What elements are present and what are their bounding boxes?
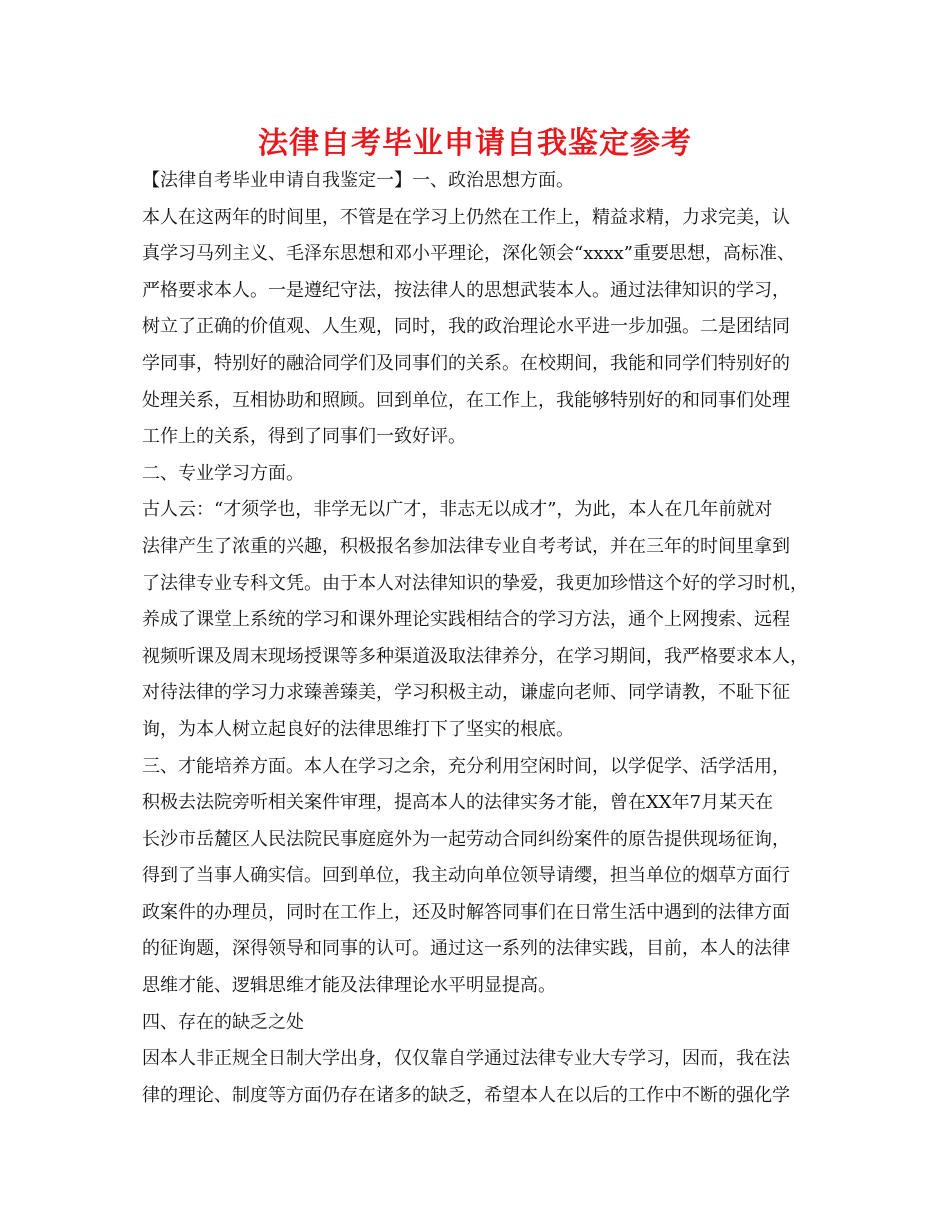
text-line: 古人云：“才须学也，非学无以广才，非志无以成才”，为此，本人在几年前就对 xyxy=(142,499,773,521)
text-line: 工作上的关系，得到了同事们一致好评。 xyxy=(142,426,466,448)
text-line: 视频听课及周末现场授课等多种渠道汲取法律养分，在学习期间，我严格要求本人， xyxy=(142,645,808,667)
document-body xyxy=(142,163,822,1114)
text-line: 本人在这两年的时间里，不管是在学习上仍然在工作上，精益求精，力求完美，认 xyxy=(142,206,790,228)
text-line: 的征询题，深得领导和同事的认可。通过这一系列的法律实践，目前，本人的法律 xyxy=(142,938,790,960)
text-line: 对待法律的学习力求臻善臻美，学习积极主动，谦虚向老师、同学请教，不耻下征 xyxy=(142,682,790,704)
text-line: 因本人非正规全日制大学出身，仅仅靠自学通过法律专业大专学习，因而，我在法 xyxy=(142,1048,790,1070)
text-line: 得到了当事人确实信。回到单位，我主动向单位领导请缨，担当单位的烟草方面行 xyxy=(142,865,790,887)
text-line: 【法律自考毕业申请自我鉴定一】一、政治思想方面。 xyxy=(142,170,574,191)
text-line: 积极去法院旁听相关案件审理，提高本人的法律实务才能，曾在XX年7月某天在 xyxy=(142,792,774,814)
text-line: 询，为本人树立起良好的法律思维打下了坚实的根底。 xyxy=(142,718,574,740)
text-line: 了法律专业专科文凭。由于本人对法律知识的挚爱，我更加珍惜这个好的学习时机， xyxy=(142,572,808,594)
document-title: 法律自考毕业申请自我鉴定参考 xyxy=(258,126,692,161)
text-line: 树立了正确的价值观、人生观，同时，我的政治理论水平进一步加强。二是团结同 xyxy=(142,316,790,338)
text-line: 法律产生了浓重的兴趣，积极报名参加法律专业自考考试，并在三年的时间里拿到 xyxy=(142,535,790,557)
text-line: 思维才能、逻辑思维才能及法律理论水平明显提高。 xyxy=(142,975,556,997)
text-line: 严格要求本人。一是遵纪守法，按法律人的思想武装本人。通过法律知识的学习， xyxy=(142,279,790,301)
text-line: 政案件的办理员，同时在工作上，还及时解答同事们在日常生活中遇到的法律方面 xyxy=(142,901,790,923)
text-line: 律的理论、制度等方面仍存在诸多的缺乏，希望本人在以后的工作中不断的强化学 xyxy=(142,1084,790,1106)
text-line: 养成了课堂上系统的学习和课外理论实践相结合的学习方法，通个上网搜索、远程 xyxy=(142,609,790,631)
text-line: 长沙市岳麓区人民法院民事庭庭外为一起劳动合同纠纷案件的原告提供现场征询， xyxy=(142,828,790,850)
text-line: 三、才能培养方面。本人在学习之余，充分利用空闲时间，以学促学、活学活用， xyxy=(142,755,790,777)
text-line: 处理关系，互相协助和照顾。回到单位，在工作上，我能够特别好的和同事们处理 xyxy=(142,389,790,411)
text-line: 二、专业学习方面。 xyxy=(142,462,304,484)
text-line: 四、存在的缺乏之处 xyxy=(142,1011,304,1033)
text-line: 学同事，特别好的融洽同学们及同事们的关系。在校期间，我能和同学们特别好的 xyxy=(142,352,790,374)
text-line: 真学习马列主义、毛泽东思想和邓小平理论，深化领会“xxxx”重要思想，高标准、 xyxy=(142,243,796,265)
